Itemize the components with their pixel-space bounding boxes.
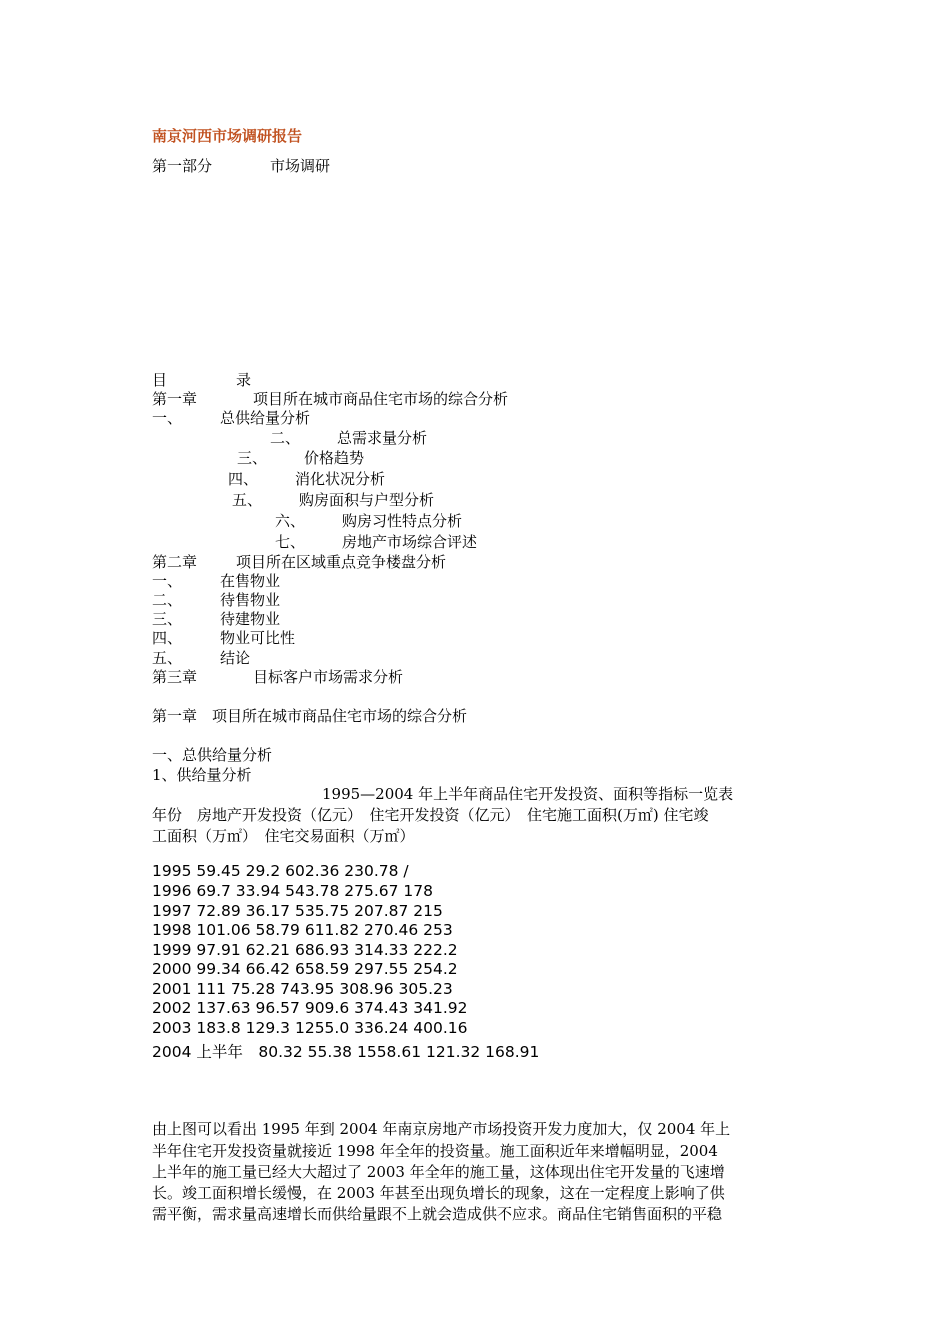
toc-item-num: 四、 [228,470,259,488]
table-row: 2003 183.8 129.3 1255.0 336.24 400.16 [152,1019,468,1037]
toc-item-num: 三、 [237,449,268,467]
toc-item-text: 总供给量分析 [220,409,311,427]
table-caption: 1995—2004 年上半年商品住宅开发投资、面积等指标一览表 [322,785,734,803]
document-title: 南京河西市场调研报告 [152,127,303,145]
toc-item-text: 购房面积与户型分析 [299,491,435,509]
table-row: 2001 111 75.28 743.95 308.96 305.23 [152,980,453,998]
toc-item-num: 第一章 [152,390,198,408]
table-row: 2004 上半年 80.32 55.38 1558.61 121.32 168.91 [152,1043,540,1061]
toc-item-text: 项目所在城市商品住宅市场的综合分析 [253,390,509,408]
toc-item-num: 二、 [152,591,183,609]
toc-heading-char-2: 录 [236,371,252,389]
part-name: 市场调研 [270,157,331,175]
toc-item-text: 购房习性特点分析 [342,512,463,530]
part-number: 第一部分 [152,157,213,175]
toc-item-text: 目标客户市场需求分析 [253,668,404,686]
paragraph-line: 半年住宅开发投资量就接近 1998 年全年的投资量。施工面积近年来增幅明显，2004 [152,1142,718,1160]
toc-item-text: 物业可比性 [220,629,296,647]
table-header-line: 工面积（万㎡） 住宅交易面积（万㎡） [152,827,415,845]
toc-item-text: 结论 [220,649,251,667]
toc-item-num: 五、 [152,649,183,667]
toc-item-num: 第三章 [152,668,198,686]
paragraph-line: 由上图可以看出 1995 年到 2004 年南京房地产市场投资开发力度加大，仅 2004 年上 [152,1120,731,1138]
chapter-heading: 第一章 项目所在城市商品住宅市场的综合分析 [152,707,468,725]
toc-item-num: 四、 [152,629,183,647]
toc-item-num: 第二章 [152,553,198,571]
toc-item-num: 六、 [275,512,306,530]
table-row: 1998 101.06 58.79 611.82 270.46 253 [152,921,453,939]
toc-item-num: 五、 [232,491,263,509]
toc-item-text: 待售物业 [220,591,281,609]
toc-heading-char-1: 目 [152,371,168,389]
toc-item-text: 项目所在区域重点竞争楼盘分析 [236,553,447,571]
toc-item-num: 一、 [152,572,183,590]
toc-item-text: 价格趋势 [304,449,365,467]
toc-item-num: 三、 [152,610,183,628]
table-row: 1995 59.45 29.2 602.36 230.78 / [152,862,409,880]
table-row: 1999 97.91 62.21 686.93 314.33 222.2 [152,941,458,959]
subsection-heading: 1、供给量分析 [152,766,252,784]
toc-item-num: 七、 [275,533,306,551]
toc-item-num: 一、 [152,409,183,427]
toc-item-text: 房地产市场综合评述 [342,533,478,551]
toc-item-num: 二、 [270,429,301,447]
table-row: 1996 69.7 33.94 543.78 275.67 178 [152,882,434,900]
paragraph-line: 长。竣工面积增长缓慢，在 2003 年甚至出现负增长的现象，这在一定程度上影响了供 [152,1184,725,1202]
section-heading: 一、总供给量分析 [152,746,273,764]
table-row: 2002 137.63 96.57 909.6 374.43 341.92 [152,999,468,1017]
toc-item-text: 总需求量分析 [337,429,428,447]
paragraph-line: 需平衡，需求量高速增长而供给量跟不上就会造成供不应求。商品住宅销售面积的平稳 [152,1205,723,1223]
table-row: 1997 72.89 36.17 535.75 207.87 215 [152,902,443,920]
toc-item-text: 消化状况分析 [295,470,386,488]
toc-item-text: 待建物业 [220,610,281,628]
toc-item-text: 在售物业 [220,572,281,590]
table-row: 2000 99.34 66.42 658.59 297.55 254.2 [152,960,458,978]
table-header-line: 年份 房地产开发投资（亿元） 住宅开发投资（亿元） 住宅施工面积(万㎡) 住宅竣 [152,806,709,824]
paragraph-line: 上半年的施工量已经大大超过了 2003 年全年的施工量，这体现出住宅开发量的飞速增 [152,1163,725,1181]
